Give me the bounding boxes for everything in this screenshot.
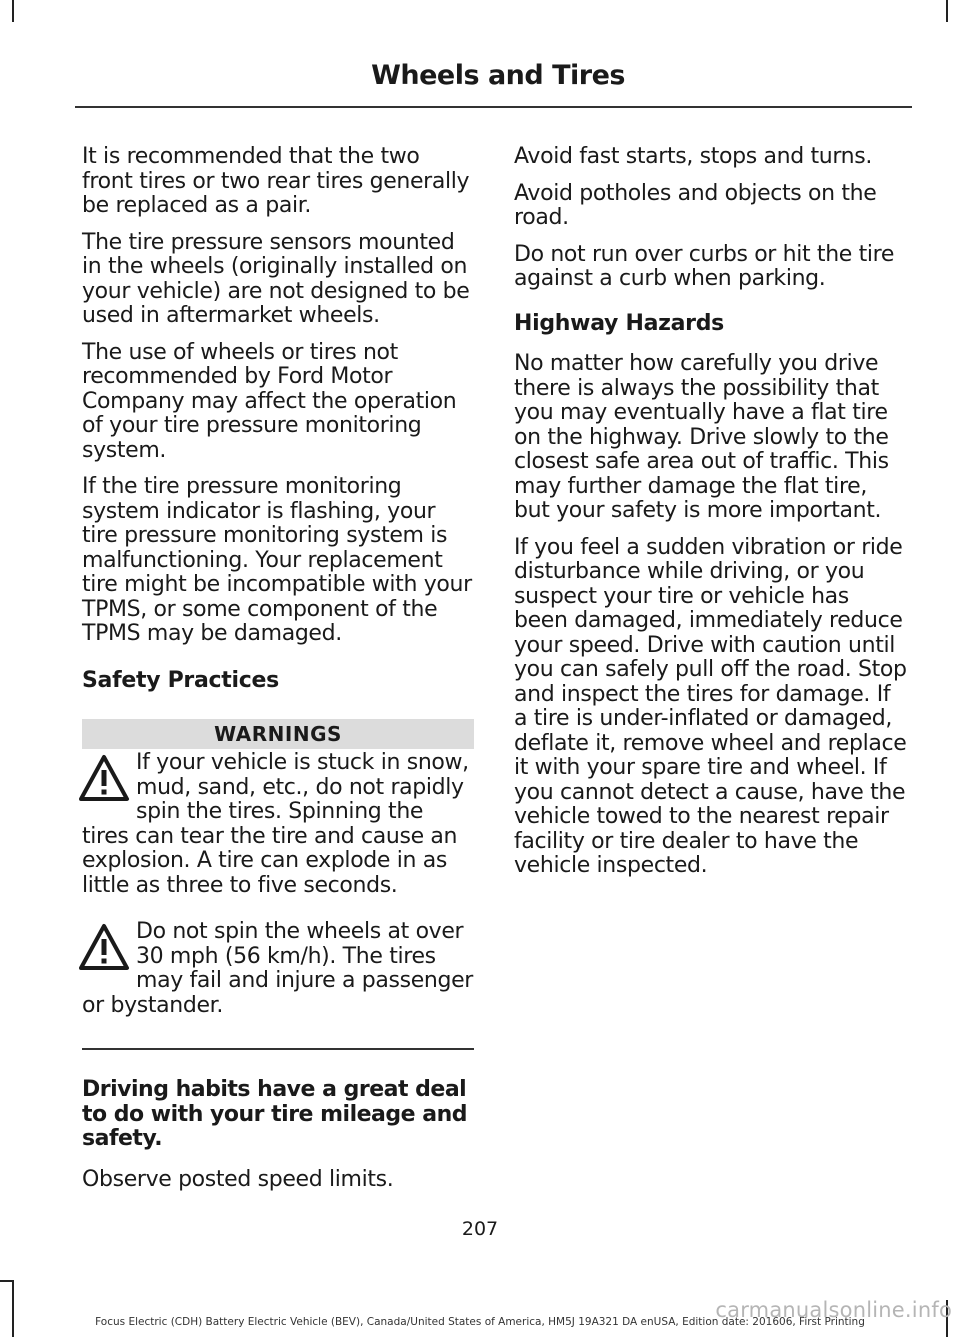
right-column	[514, 145, 909, 891]
page-number: 207	[461, 1218, 499, 1240]
paragraph: Avoid fast starts, stops and turns.	[514, 144, 873, 169]
paragraph: Do not run over curbs or hit the tire against a curb when parking.	[514, 241, 895, 291]
paragraph: It is recommended that the two front tires or two rear tires generally be replaced as a pair.	[82, 144, 470, 218]
page-title: Wheels and Tires	[371, 60, 625, 91]
header-rule	[75, 106, 912, 108]
left-column	[82, 145, 474, 1204]
crop-mark-top-left	[12, 0, 14, 22]
section-heading-safety-practices: Safety Practices	[82, 667, 279, 693]
warning-triangle-icon	[78, 922, 130, 972]
footer-edition-text: Focus Electric (CDH) Battery Electric Vehicle (BEV), Canada/United States of America, HM5J 19A321 DA enUSA, Edition date: 201606, First Printing	[95, 1316, 865, 1328]
warning-item	[82, 920, 474, 1018]
paragraph: If you feel a sudden vibration or ride disturbance while driving, or you suspect your tire or vehicle has been damaged, immediately reduce your speed. Drive with caution until you can safely pull off the road. Stop and inspect the tires for damage. If a tire is under-inflated or damaged, deflate it, remove wheel and replace it with your spare tire and wheel. If you cannot detect a cause, have the vehicle towed to the nearest repair facility or tire dealer to have the vehicle inspected.	[514, 534, 907, 878]
paragraph: The tire pressure sensors mounted in the wheels (originally installed on your vehicle) are not designed to be used in aftermarket wheels.	[82, 229, 470, 328]
crop-mark-bottom-left-h	[0, 1280, 14, 1282]
paragraph: Observe posted speed limits.	[82, 1166, 394, 1192]
warnings-end-rule	[82, 1048, 474, 1050]
warning-text: If your vehicle is stuck in snow, mud, sand, etc., do not rapidly spin the tires. Spinning the tires can tear the tire and cause an explosion. A tire can explode in as little as three to five seconds.	[82, 750, 469, 898]
warnings-bar: WARNINGS	[82, 719, 474, 749]
crop-mark-bottom-left	[12, 1280, 14, 1337]
watermark: carmanualsonline.info	[715, 1298, 952, 1322]
warning-item	[82, 751, 474, 898]
warning-triangle-icon	[78, 753, 130, 803]
bold-statement: Driving habits have a great deal to do with your tire mileage and safety.	[82, 1077, 467, 1151]
warning-text: Do not spin the wheels at over 30 mph (56 km/h). The tires may fail and injure a passenger or bystander.	[82, 919, 473, 1018]
paragraph: The use of wheels or tires not recommended by Ford Motor Company may affect the operation of your tire pressure monitoring system.	[82, 339, 457, 463]
crop-mark-top-right	[946, 0, 948, 22]
paragraph: If the tire pressure monitoring system indicator is flashing, your tire pressure monitoring system is malfunctioning. Your replacement tire might be incompatible with your TPMS, or some component of the TPMS may be damaged.	[82, 474, 472, 646]
paragraph: No matter how carefully you drive there is always the possibility that you may eventually have a flat tire on the highway. Drive slowly to the closest safe area out of traffic. This may further damage the flat tire, but your safety is more important.	[514, 351, 889, 523]
paragraph: Avoid potholes and objects on the road.	[514, 180, 877, 230]
section-heading-highway-hazards: Highway Hazards	[514, 310, 724, 336]
